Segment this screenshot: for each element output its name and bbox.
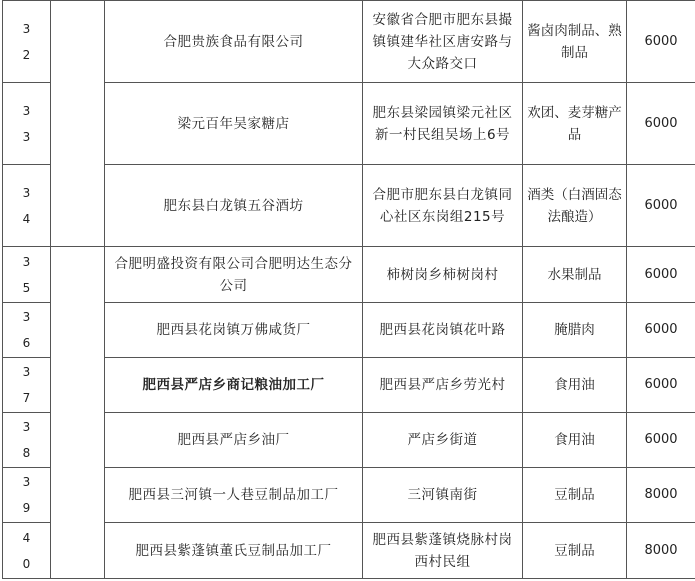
row-number: 3 3 xyxy=(3,83,51,165)
enterprise-table xyxy=(2,0,695,579)
amount: 8000 xyxy=(627,523,695,579)
row-number: 3 2 xyxy=(3,1,51,83)
company-address: 合肥市肥东县白龙镇同心社区东岗组215号 xyxy=(363,165,523,247)
company-name: 肥东县白龙镇五谷酒坊 xyxy=(105,165,363,247)
amount: 6000 xyxy=(627,83,695,165)
region-cell xyxy=(51,1,105,247)
row-number: 3 9 xyxy=(3,468,51,523)
table-row xyxy=(3,413,695,468)
company-name: 肥西县严店乡油厂 xyxy=(105,413,363,468)
table-row xyxy=(3,358,695,413)
table-row xyxy=(3,165,695,247)
company-address: 安徽省合肥市肥东县撮镇镇建华社区唐安路与大众路交口 xyxy=(363,1,523,83)
row-number: 3 4 xyxy=(3,165,51,247)
product-category: 豆制品 xyxy=(523,468,627,523)
table-row xyxy=(3,247,695,303)
table-row xyxy=(3,1,695,83)
row-number: 3 5 xyxy=(3,247,51,303)
table-row xyxy=(3,523,695,579)
company-address: 肥西县紫蓬镇烧脉村岗西村民组 xyxy=(363,523,523,579)
company-name: 合肥贵族食品有限公司 xyxy=(105,1,363,83)
row-number: 3 7 xyxy=(3,358,51,413)
amount: 6000 xyxy=(627,247,695,303)
row-number: 3 6 xyxy=(3,303,51,358)
product-category: 腌腊肉 xyxy=(523,303,627,358)
company-address: 肥西县严店乡劳光村 xyxy=(363,358,523,413)
product-category: 食用油 xyxy=(523,358,627,413)
company-address: 柿树岗乡柿树岗村 xyxy=(363,247,523,303)
amount: 6000 xyxy=(627,358,695,413)
product-category: 水果制品 xyxy=(523,247,627,303)
product-category: 豆制品 xyxy=(523,523,627,579)
table-row xyxy=(3,83,695,165)
company-name: 肥西县严店乡商记粮油加工厂 xyxy=(105,358,363,413)
amount: 6000 xyxy=(627,1,695,83)
product-category: 食用油 xyxy=(523,413,627,468)
company-address: 三河镇南街 xyxy=(363,468,523,523)
company-name: 合肥明盛投资有限公司合肥明达生态分公司 xyxy=(105,247,363,303)
product-category: 酱卤肉制品、熟制品 xyxy=(523,1,627,83)
amount: 6000 xyxy=(627,165,695,247)
region-cell xyxy=(51,247,105,579)
company-name: 肥西县紫蓬镇董氏豆制品加工厂 xyxy=(105,523,363,579)
row-number: 3 8 xyxy=(3,413,51,468)
company-name: 梁元百年吴家糖店 xyxy=(105,83,363,165)
product-category: 欢团、麦芽糖产品 xyxy=(523,83,627,165)
amount: 6000 xyxy=(627,303,695,358)
company-name: 肥西县三河镇一人巷豆制品加工厂 xyxy=(105,468,363,523)
company-address: 肥西县花岗镇花叶路 xyxy=(363,303,523,358)
amount: 6000 xyxy=(627,413,695,468)
table-row xyxy=(3,468,695,523)
company-address: 肥东县梁园镇梁元社区新一村民组吴场上6号 xyxy=(363,83,523,165)
company-name: 肥西县花岗镇万佛咸货厂 xyxy=(105,303,363,358)
product-category: 酒类（白酒固态法酿造） xyxy=(523,165,627,247)
row-number: 4 0 xyxy=(3,523,51,579)
company-address: 严店乡街道 xyxy=(363,413,523,468)
amount: 8000 xyxy=(627,468,695,523)
table-row xyxy=(3,303,695,358)
